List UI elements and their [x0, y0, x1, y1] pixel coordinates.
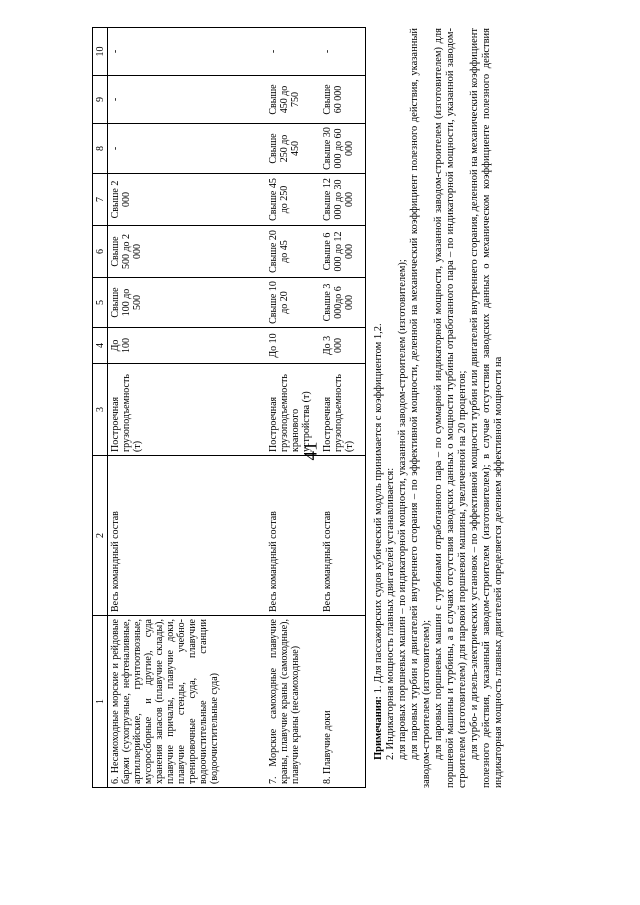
group-1-cell: До 10	[266, 328, 320, 364]
parameter-cell: Построечная грузоподъемность кранового устройства (т)	[266, 364, 320, 456]
table-row	[266, 28, 320, 788]
parameter-cell: Построечная грузоподъемность (т)	[320, 364, 366, 456]
header-row	[93, 28, 108, 788]
note-2: 2. Индикаторная мощность главных двигателей устанавливается:	[385, 467, 396, 760]
note-1	[373, 28, 385, 788]
group-2-cell: Свыше 10 до 20	[266, 278, 320, 328]
group-5-cell: -	[108, 124, 266, 174]
note-1-text: 1. Для пассажирских судов кубический модуль принимается с коэффициентом 1,2.	[373, 323, 384, 696]
group-7-cell: -	[320, 28, 366, 76]
group-7-cell: -	[108, 28, 266, 76]
crew-cell: Весь командный состав	[266, 456, 320, 616]
group-7-cell: -	[266, 28, 320, 76]
group-2-cell: Свыше 100 до 500	[108, 278, 266, 328]
col-header-2: 2	[93, 456, 108, 616]
group-1-cell: До 3 000	[320, 328, 366, 364]
page-number: 41	[300, 441, 322, 461]
crew-cell: Весь командный состав	[320, 456, 366, 616]
col-header-5: 5	[93, 278, 108, 328]
group-6-cell: -	[108, 76, 266, 124]
group-3-cell: Свыше 500 до 2 000	[108, 226, 266, 278]
group-5-cell: Свыше 250 до 450	[266, 124, 320, 174]
crew-qualification-table	[92, 27, 366, 788]
note-2-item-4: для турбо- и дизель-электрических установок – по эффективной мощности турбин или двигателей внутреннего сгорания, деленной на механический коэффициент полезного действия, указанный заводом-строителем (изготовителем); в случае отсутствия заводских данных о механическом коэффициенте полезного действия индикаторная мощность главных двигателей определяется делением эффективной мощности на	[469, 28, 504, 788]
col-header-7: 7	[93, 174, 108, 226]
col-header-6: 6	[93, 226, 108, 278]
table-row	[108, 28, 266, 788]
group-3-cell: Свыше 6 000 до 12 000	[320, 226, 366, 278]
vessel-type-cell: 7. Морские самоходные плавучие краны, плавучие краны (самоходные), плавучие краны (несамоходные)	[266, 616, 320, 788]
vessel-type-cell: 6. Несамоходные морские и рейдовые баржи (сухогрузные, нефтеналивные, артиллерийские, грунтоотвозные, мусоросборные и другие), суда хранения запасов (плавучие склады), плавучие причалы, плавучие доки, плавучие стенды, учебно-тренировочные суда, плавучие водоочистительные станции (водоочистительные суда)	[108, 616, 266, 788]
col-header-1: 1	[93, 616, 108, 788]
note-2-item-3: для паровых поршневых машин с турбинами отработанного пара – по суммарной индикаторной мощности, указанной заводом-строителем (изготовителем) для поршневой машины и турбины, а в случаях отсутствия заводских данных о мощности турбины отработанного пара – по индикаторной мощности, указанной заводом-строителем (изготовителем) для паровой поршневой машины, увеличенной на 20 процентов;	[433, 28, 468, 788]
group-5-cell: Свыше 30 000 до 60 000	[320, 124, 366, 174]
note-2-item-1: для паровых поршневых машин – по индикаторной мощности, указанной заводом-строителем (изготовителем);	[397, 259, 408, 760]
group-2-cell: Свыше 3 000до 6 000	[320, 278, 366, 328]
crew-cell: Весь командный состав	[108, 456, 266, 616]
col-header-4: 4	[93, 328, 108, 364]
col-header-9: 9	[93, 76, 108, 124]
rotated-content	[92, 28, 552, 788]
group-4-cell: Свыше 2 000	[108, 174, 266, 226]
table-row	[320, 28, 366, 788]
group-6-cell: Свыше 60 000	[320, 76, 366, 124]
group-6-cell: Свыше 450 до 750	[266, 76, 320, 124]
group-3-cell: Свыше 20 до 45	[266, 226, 320, 278]
notes-section	[373, 28, 505, 788]
col-header-8: 8	[93, 124, 108, 174]
parameter-cell: Построечная грузоподъемность (т)	[108, 364, 266, 456]
note-2-item-2: для паровых турбин и двигателей внутреннего сгорания – по эффективной мощности, деленной на механический коэффициент полезного действия, указанный заводом-строителем (изготовителем);	[409, 28, 432, 788]
group-1-cell: До 100	[108, 328, 266, 364]
col-header-3: 3	[93, 364, 108, 456]
group-4-cell: Свыше 45 до 250	[266, 174, 320, 226]
vessel-type-cell: 8. Плавучие доки	[320, 616, 366, 788]
notes-label: Примечания:	[373, 695, 384, 760]
col-header-10: 10	[93, 28, 108, 76]
group-4-cell: Свыше 12 000 до 30 000	[320, 174, 366, 226]
